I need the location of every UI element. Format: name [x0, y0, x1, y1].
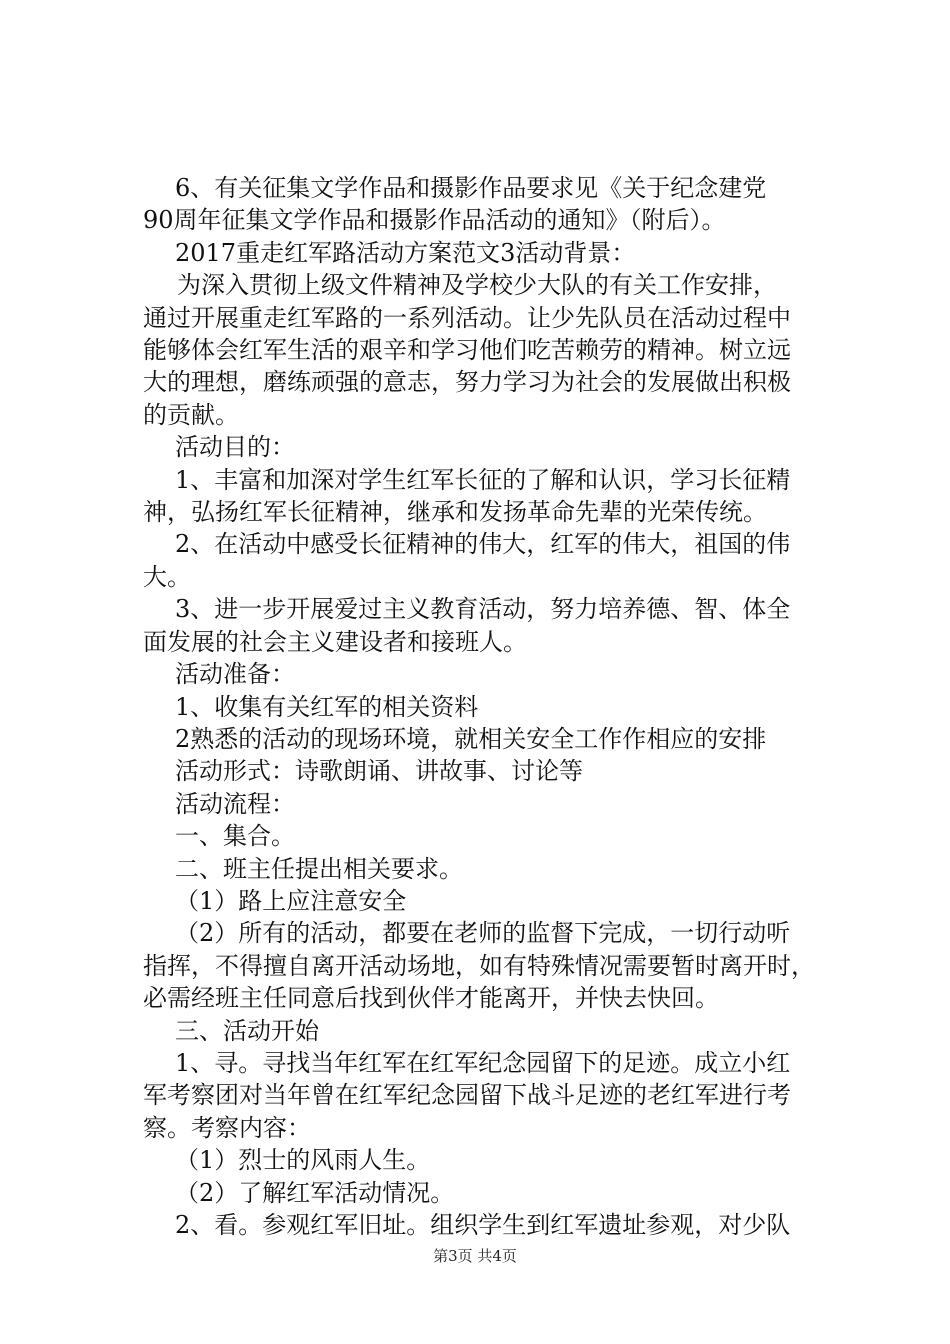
text-line: （2）了解红军活动情况。: [175, 1178, 455, 1207]
text-line: 活动目的：: [175, 433, 295, 462]
text-line: 90周年征集文学作品和摄影作品活动的通知》（附后）。: [143, 206, 726, 235]
text-line: 军考察团对当年曾在红军纪念园留下战斗足迹的老红军进行考: [143, 1081, 791, 1110]
text-line: 3、进一步开展爱过主义教育活动，努力培养德、智、体全: [175, 595, 791, 624]
text-line: 活动流程：: [175, 789, 295, 818]
text-line: 1、丰富和加深对学生红军长征的了解和认识，学习长征精: [175, 465, 791, 494]
text-line: 指挥，不得擅自离开活动场地，如有特殊情况需要暂时离开时，: [143, 951, 815, 980]
document-body: [143, 172, 833, 1241]
text-line: 6、有关征集文学作品和摄影作品要求见《关于纪念建党: [175, 174, 767, 202]
text-line: 能够体会红军生活的艰辛和学习他们吃苦赖劳的精神。树立远: [143, 336, 791, 365]
text-line: 1、收集有关红军的相关资料: [175, 692, 479, 721]
text-line: 为深入贯彻上级文件精神及学校少大队的有关工作安排，: [177, 271, 777, 300]
text-line: 活动形式：诗歌朗诵、讲故事、讨论等: [175, 757, 583, 786]
text-line: 2、看。参观红军旧址。组织学生到红军遗址参观，对少队: [175, 1211, 791, 1239]
text-line: 2、在活动中感受长征精神的伟大，红军的伟大，祖国的伟: [175, 530, 791, 559]
text-line: （1）烈士的风雨人生。: [175, 1146, 431, 1175]
text-line: 神，弘扬红军长征精神，继承和发扬革命先辈的光荣传统。: [143, 498, 767, 527]
text-line: 1、寻。寻找当年红军在红军纪念园留下的足迹。成立小红: [175, 1048, 791, 1077]
text-line: 的贡献。: [143, 400, 239, 429]
text-line: 必需经班主任同意后找到伙伴才能离开，并快去快回。: [143, 984, 719, 1013]
text-line: 三、活动开始: [175, 1016, 319, 1045]
page-footer: [0, 1245, 950, 1266]
text-line: 通过开展重走红军路的一系列活动。让少先队员在活动过程中: [143, 303, 791, 332]
text-line: 面发展的社会主义建设者和接班人。: [143, 627, 527, 656]
text-line: 2熟悉的活动的现场环境，就相关安全工作作相应的安排: [175, 724, 767, 753]
text-line: 二、班主任提出相关要求。: [175, 854, 463, 883]
text-line: 一、集合。: [175, 822, 295, 851]
text-line: 活动准备：: [175, 660, 295, 689]
text-line: 大。: [143, 562, 191, 591]
text-line: （1）路上应注意安全: [175, 886, 407, 915]
text-line: （2）所有的活动，都要在老师的监督下完成，一切行动听: [175, 919, 791, 948]
text-line: 察。考察内容：: [143, 1113, 311, 1142]
text-line: 2017重走红军路活动方案范文3活动背景：: [175, 238, 636, 267]
page-number: 第3页 共4页: [433, 1247, 517, 1265]
text-line: 大的理想，磨练顽强的意志，努力学习为社会的发展做出积极: [143, 368, 791, 397]
